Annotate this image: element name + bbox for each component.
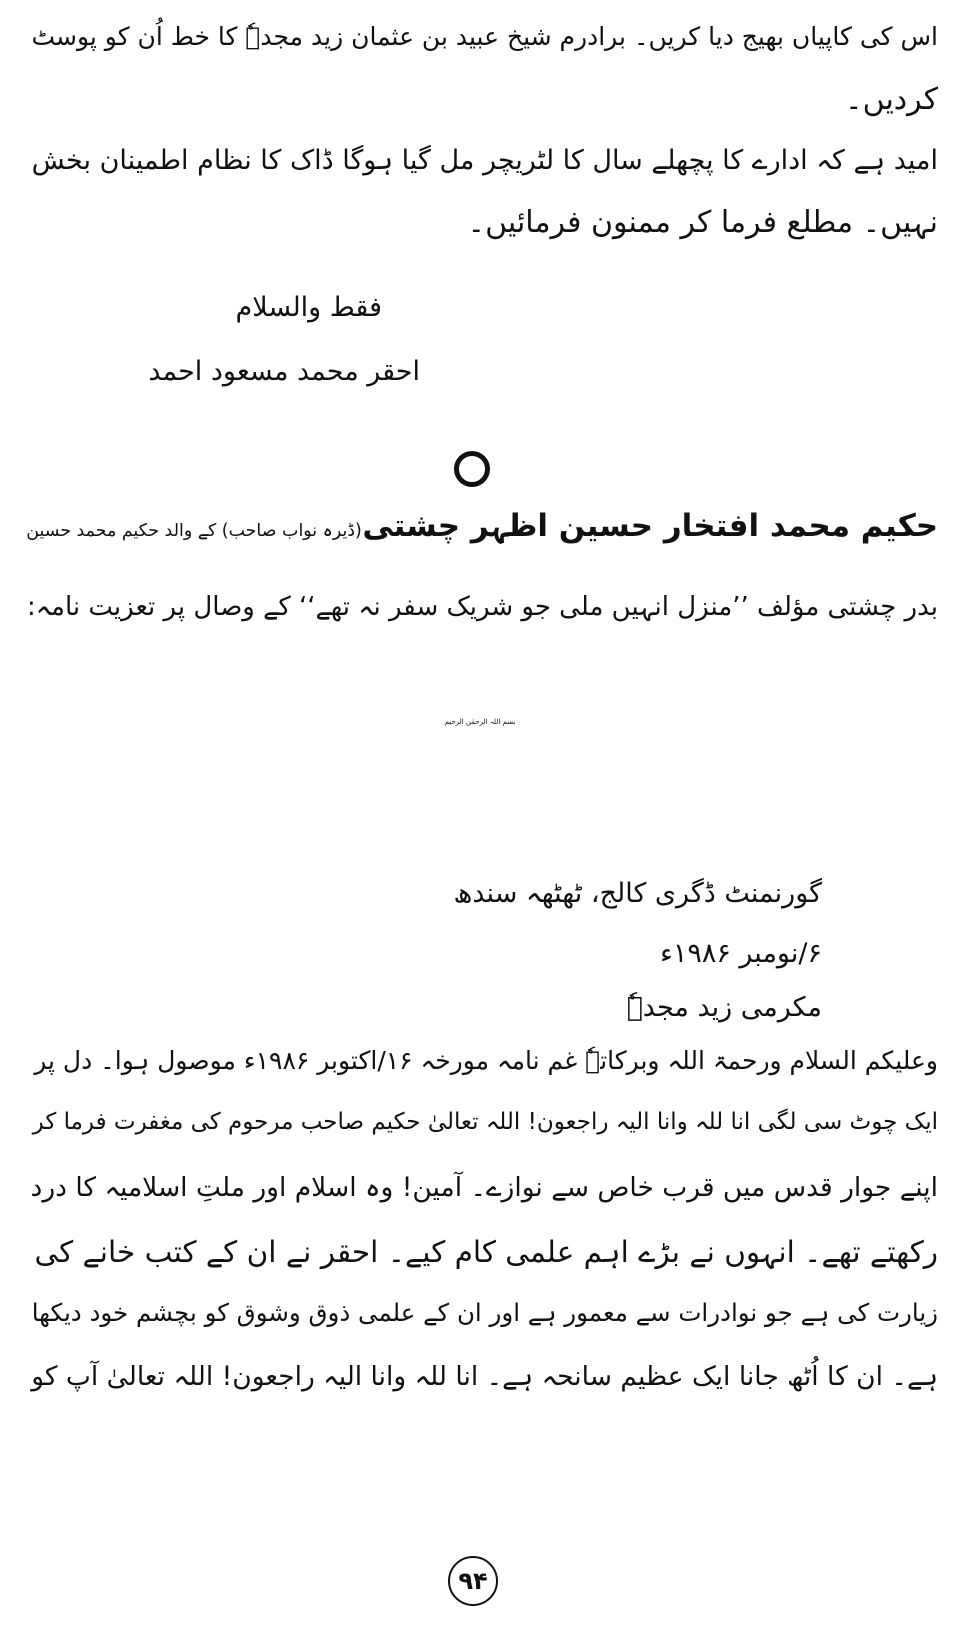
- letter-line: رکھتے تھے۔ انہوں نے بڑے اہم علمی کام کیے۔ احقر نے ان کے کتب خانے کی: [34, 1235, 938, 1269]
- section-separator-circle: [454, 451, 490, 487]
- paragraph-line: نہیں۔ مطلع فرما کر ممنون فرمائیں۔: [467, 205, 938, 240]
- heading-rest: (ڈیرہ نواب صاحب) کے والد حکیم محمد حسین: [26, 521, 362, 541]
- closing-text: فقط والسلام: [235, 292, 382, 323]
- heading-name: حکیم محمد افتخار حسین اظہر چشتی: [362, 508, 938, 544]
- letter-line: ایک چوٹ سی لگی انا للہ وانا الیہ راجعون! اللہ تعالیٰ حکیم صاحب مرحوم کی مغفرت فرما کر: [32, 1109, 938, 1135]
- letter-address: گورنمنٹ ڈگری کالج، ٹھٹھہ سندھ: [453, 878, 822, 909]
- bismillah: بسم اللہ الرحمٰن الرحیم: [444, 718, 516, 726]
- letter-line: وعلیکم السلام ورحمۃ اللہ وبرکاتہٗ غم نامہ مورخہ ۱۶/اکتوبر ۱۹۸۶ء موصول ہوا۔ دل پر: [34, 1046, 938, 1075]
- paragraph-line: اس کی کاپیاں بھیج دیا کریں۔ برادرم شیخ عبید بن عثمان زید مجدہٗ کا خط اُن کو پوسٹ: [31, 22, 938, 51]
- signature-name: احقر محمد مسعود احمد: [148, 356, 420, 387]
- paragraph-line: کردیں۔: [845, 82, 938, 117]
- letter-line: زیارت کی ہے جو نوادرات سے معمور ہے اور ان کے علمی ذوق وشوق کو بچشم خود دیکھا: [31, 1298, 938, 1327]
- heading-subtitle: بدر چشتی مؤلف ’’منزل انہیں ملی جو شریک سفر نہ تھے‘‘ کے وصال پر تعزیت نامہ:: [27, 592, 938, 622]
- letter-salutation: مکرمی زید مجدہٗ: [626, 992, 822, 1023]
- paragraph-line: امید ہے کہ ادارے کا پچھلے سال کا لٹریچر مل گیا ہوگا ڈاک کا نظام اطمینان بخش: [31, 145, 938, 176]
- page-number: ۹۴: [448, 1556, 498, 1606]
- letter-date: ۶/نومبر ۱۹۸۶ء: [660, 938, 822, 969]
- letter-line: ہے۔ ان کا اُٹھ جانا ایک عظیم سانحہ ہے۔ انا للہ وانا الیہ راجعون! اللہ تعالیٰ آپ کو: [31, 1361, 938, 1392]
- condolence-heading: [26, 508, 938, 544]
- letter-line: اپنے جوار قدس میں قرب خاص سے نوازے۔ آمین! وہ اسلام اور ملتِ اسلامیہ کا درد: [30, 1172, 938, 1203]
